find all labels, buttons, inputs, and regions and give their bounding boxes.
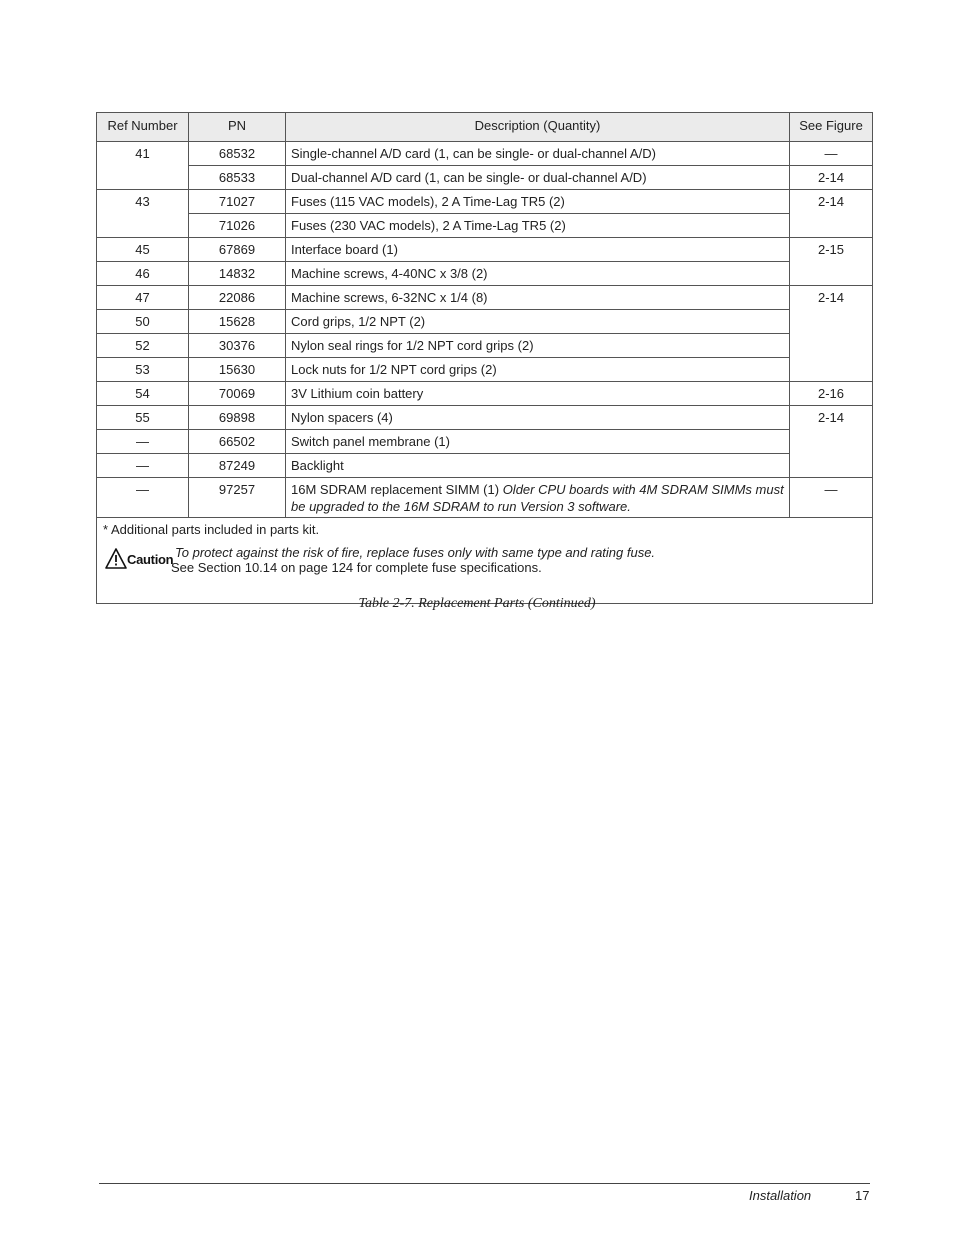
figure-cell: 2-14 [790, 190, 873, 238]
description-cell [286, 478, 790, 518]
ref-cell: 55 [97, 406, 189, 430]
caution-badge [105, 547, 175, 571]
table-row [97, 406, 873, 430]
figure-cell: — [790, 478, 873, 518]
table-row [97, 382, 873, 406]
ref-cell: 54 [97, 382, 189, 406]
description-cell: Fuses (115 VAC models), 2 A Time-Lag TR5 (2) [286, 190, 790, 214]
footer-rule [99, 1183, 870, 1184]
ref-cell: — [97, 430, 189, 454]
pn-cell: 97257 [189, 478, 286, 518]
table-header-row [97, 113, 873, 142]
description-cell: Switch panel membrane (1) [286, 430, 790, 454]
description-cell: Lock nuts for 1/2 NPT cord grips (2) [286, 358, 790, 382]
pn-cell: 68532 [189, 142, 286, 166]
table-row [97, 454, 873, 478]
pn-cell: 14832 [189, 262, 286, 286]
figure-cell: — [790, 142, 873, 166]
figure-cell: 2-15 [790, 238, 873, 286]
table-row [97, 166, 873, 190]
table-row [97, 214, 873, 238]
pn-cell: 68533 [189, 166, 286, 190]
pn-cell: 15630 [189, 358, 286, 382]
table-row [97, 310, 873, 334]
pn-cell: 15628 [189, 310, 286, 334]
description-cell: Machine screws, 4-40NC x 3/8 (2) [286, 262, 790, 286]
header-see-figure: See Figure [790, 113, 873, 142]
footer-page-number: 17 [855, 1188, 870, 1203]
description-cell: Single-channel A/D card (1, can be single- or dual-channel A/D) [286, 142, 790, 166]
pn-cell: 71026 [189, 214, 286, 238]
pn-cell: 22086 [189, 286, 286, 310]
ref-cell: 50 [97, 310, 189, 334]
description-cell: Nylon spacers (4) [286, 406, 790, 430]
description-cell: Dual-channel A/D card (1, can be single- or dual-channel A/D) [286, 166, 790, 190]
parts-kit-footnote: * Additional parts included in parts kit. [103, 522, 320, 537]
table-footer-row [97, 518, 873, 604]
table-row [97, 238, 873, 262]
figure-cell: 2-16 [790, 382, 873, 406]
figure-cell: 2-14 [790, 406, 873, 478]
header-pn: PN [189, 113, 286, 142]
header-ref-number: Ref Number [97, 113, 189, 142]
description-cell: 3V Lithium coin battery [286, 382, 790, 406]
ref-cell: 43 [97, 190, 189, 238]
ref-cell: 46 [97, 262, 189, 286]
caution-reference-text: See Section 10.14 on page 124 for complete fuse specifications. [171, 560, 542, 575]
header-description: Description (Quantity) [286, 113, 790, 142]
table-row [97, 190, 873, 214]
pn-cell: 66502 [189, 430, 286, 454]
ref-cell: 53 [97, 358, 189, 382]
caution-warning-text: To protect against the risk of fire, replace fuses only with same type and rating fuse. [175, 545, 656, 560]
table-row [97, 334, 873, 358]
ref-cell: 47 [97, 286, 189, 310]
pn-cell: 87249 [189, 454, 286, 478]
figure-cell: 2-14 [790, 166, 873, 190]
description-cell: Nylon seal rings for 1/2 NPT cord grips (2) [286, 334, 790, 358]
figure-cell: 2-14 [790, 286, 873, 382]
description-note: Older CPU boards with 4M SDRAM SIMMs must be upgraded to the 16M SDRAM to run Version 3 software. [291, 482, 784, 514]
pn-cell: 30376 [189, 334, 286, 358]
pn-cell: 70069 [189, 382, 286, 406]
table-row [97, 142, 873, 166]
description-text: 16M SDRAM replacement SIMM (1) [291, 482, 500, 497]
ref-cell: — [97, 478, 189, 518]
description-cell: Interface board (1) [286, 238, 790, 262]
table-row [97, 430, 873, 454]
description-cell: Machine screws, 6-32NC x 1/4 (8) [286, 286, 790, 310]
description-cell: Fuses (230 VAC models), 2 A Time-Lag TR5 (2) [286, 214, 790, 238]
pn-cell: 69898 [189, 406, 286, 430]
ref-cell: 45 [97, 238, 189, 262]
table-caption: Table 2-7. Replacement Parts (Continued) [358, 596, 596, 611]
table-row [97, 286, 873, 310]
table-footnote-cell [97, 518, 873, 604]
description-cell: Backlight [286, 454, 790, 478]
pn-cell: 71027 [189, 190, 286, 214]
pn-cell: 67869 [189, 238, 286, 262]
footer-section-title: Installation [749, 1188, 812, 1203]
replacement-parts-table [96, 112, 873, 604]
description-cell: Cord grips, 1/2 NPT (2) [286, 310, 790, 334]
ref-cell: — [97, 454, 189, 478]
ref-cell: 41 [97, 142, 189, 190]
table-row [97, 478, 873, 518]
ref-cell: 52 [97, 334, 189, 358]
table-row [97, 358, 873, 382]
caution-label: Caution [127, 552, 174, 567]
table-row [97, 262, 873, 286]
caution-message [171, 545, 655, 575]
